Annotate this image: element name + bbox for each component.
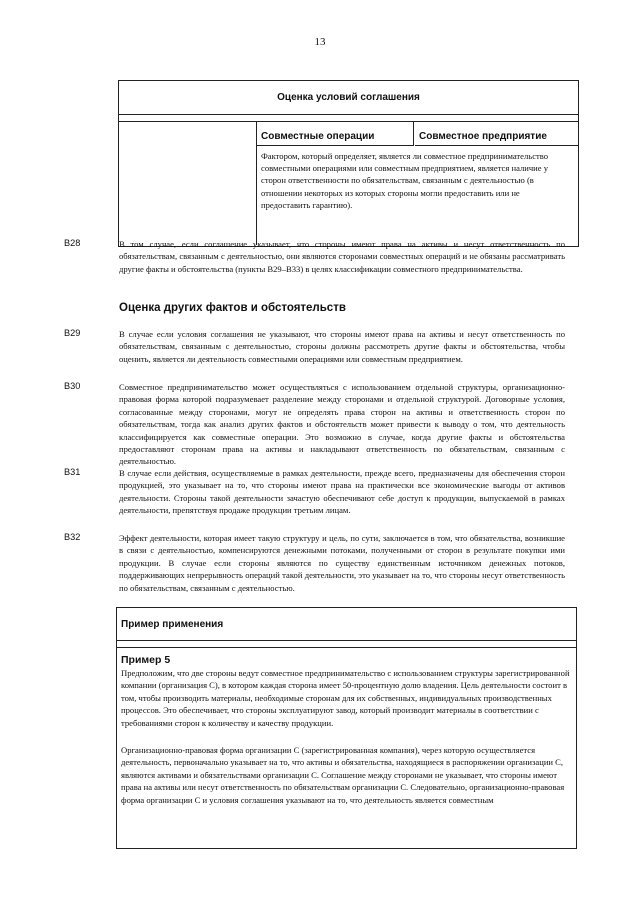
paragraph-b28	[64, 238, 564, 298]
section-heading: Оценка других фактов и обстоятельств	[119, 302, 346, 314]
example-box-header: Пример применения	[117, 608, 576, 641]
paragraph-number: B29	[64, 328, 81, 338]
example-spacer-row	[117, 642, 576, 648]
paragraph-text: В том случае, если соглашение указывает, что стороны имеют права на активы и несут ответственность по обязательствам, связанным с деятельностью, они являются сторонами совместных операций и не обязаны рассматривать другие факты и обстоятельства (пункты B29–B33) в целях классификации совместного предпринимательства.	[119, 239, 565, 274]
paragraph-b32	[64, 532, 564, 604]
paragraph-text: Совместное предпринимательство может осуществляться с использованием отдельной структуры, организационно-правовая форма которой подразумевает разделение между сторонами и отдельной структурой. Договорные условия, согласованные между сторонами, могут не определять права сторон на активы и ответственность сторон по обязательствам, тогда как анализ других фактов и обстоятельств может привести к выводу о том, что деятельность классифицируется как совместные операции. Это возможно в случае, когда другие факты и обстоятельства предоставляют сторонам права на активы и накладывают ответственность по обязательствам, связанным с деятельностью.	[119, 382, 565, 467]
criterion-cell: Фактором, который определяет, является ли совместное предпринимательство совместными операциями или совместным предприятием, является наличие у сторон ответственности по обязательствам, связанным с деятельностью (в отношении некоторых из которых стороны могли предоставить или не предоставить гарантию).	[256, 146, 578, 245]
page-number: 13	[314, 36, 326, 48]
paragraph-number: B32	[64, 532, 81, 542]
paragraph-b30	[64, 381, 564, 466]
paragraph-b31	[64, 467, 564, 527]
paragraph-text: В случае если условия соглашения не указывают, что стороны имеют права на активы и несут ответственность по обязательствам, связанным с деятельностью, стороны должны рассмотреть другие факты и обстоятельства, чтобы оценить, является ли деятельность совместными операциями или совместным предприятием.	[119, 329, 565, 364]
empty-label-cell	[119, 146, 256, 245]
example-paragraph-1: Предположим, что две стороны ведут совместное предпринимательство с использованием структуры зарегистрированной компании (организация C), в котором каждая сторона имеет 50-процентную долю владения. Цель деятельности состоит в том, чтобы производить материалы, необходимые сторонам для их собственных, индивидуальных производственных процессов. Это обеспечивает, что стороны эксплуатируют завод, который производит материалы в соответствии с требованиями сторон к количеству и качеству продукции.	[121, 668, 570, 728]
paragraph-text: В случае если действия, осуществляемые в рамках деятельности, прежде всего, предназначены для обеспечения сторон продукцией, это указывает на то, что стороны имеют права на практически все экономические выгоды от активов деятельности. Стороны такой деятельности зачастую обеспечивают себе доступ к продукции, выпускаемой в рамках деятельности, препятствуя продаже продукции третьим лицам.	[119, 468, 565, 516]
paragraph-number: B30	[64, 381, 81, 391]
paragraph-number: B28	[64, 238, 81, 248]
example-paragraph-2: Организационно-правовая форма организации C (зарегистрированная компания), через которую осуществляется деятельность, первоначально указывает на то, что активы и обязательства, находящиеся в распоряжении организации C, являются активами и обязательствами организации C. Соглашение между сторонами не указывает, что стороны имеют права на активы или несут ответственность по обязательствам организации C. Следовательно, организационно-правовая форма организации C и условия соглашения указывают на то, что деятельность является совместным	[121, 745, 565, 805]
paragraph-text: Эффект деятельности, которая имеет такую структуру и цель, по сути, заключается в том, что обязательства, возникшие в связи с деятельностью, компенсируются денежными потоками, полученными от сторон в результате покупки ими продукции. В случае если стороны являются по существу единственным источником денежных потоков, поддерживающих непрерывность операций такой деятельности, это указывает на то, что стороны несут ответственность по обязательствам, связанным с деятельностью.	[119, 533, 565, 593]
column-header-joint-venture: Совместное предприятие	[415, 122, 578, 146]
paragraph-number: B31	[64, 467, 81, 477]
table-spacer-row	[119, 115, 578, 122]
conditions-table-title: Оценка условий соглашения	[119, 81, 578, 115]
column-header-joint-operations: Совместные операции	[256, 122, 414, 146]
paragraph-b29	[64, 328, 564, 378]
application-example-box	[116, 607, 577, 849]
example-title: Пример 5	[121, 654, 171, 666]
conditions-table	[118, 80, 579, 247]
